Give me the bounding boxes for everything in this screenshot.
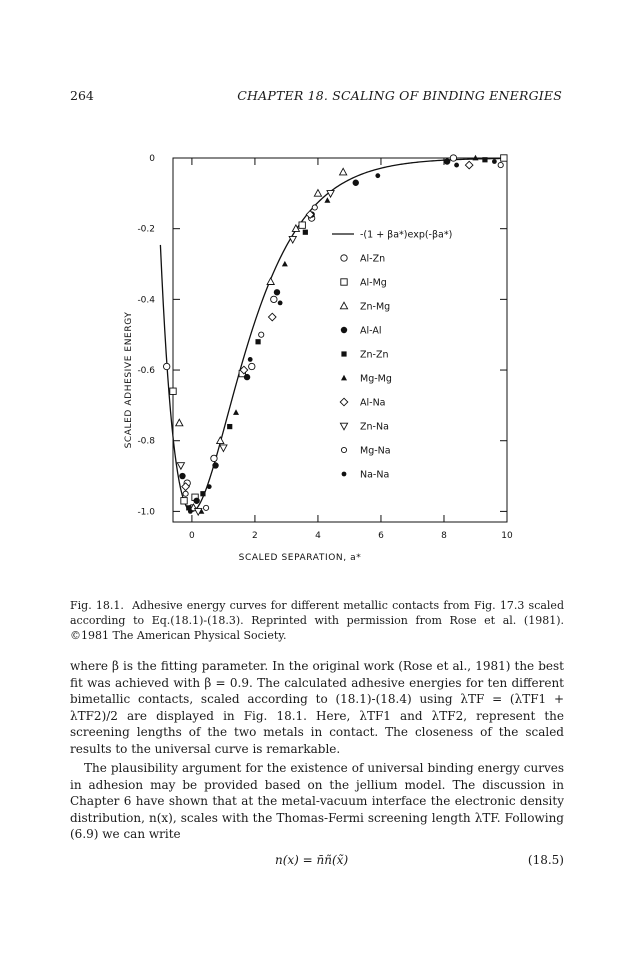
legend-marker-mg-mg <box>341 375 347 381</box>
legend-curve-label: -(1 + βa*)exp(-βa*) <box>360 229 453 241</box>
legend-marker-zn-mg <box>340 302 347 309</box>
data-point-mg-na <box>183 491 188 496</box>
figure-label: Fig. 18.1. <box>70 599 124 612</box>
legend-label-zn-mg: Zn-Mg <box>360 301 391 313</box>
data-point-mg-mg <box>324 197 330 203</box>
legend-label-na-na: Na-Na <box>360 469 390 481</box>
x-tick-label: 0 <box>189 531 195 541</box>
x-tick-label: 8 <box>441 531 447 541</box>
legend-marker-na-na <box>342 472 347 477</box>
data-point-al-al <box>244 374 250 380</box>
data-point-na-na <box>492 159 497 164</box>
data-point-al-zn <box>450 155 456 161</box>
plot-frame <box>173 158 507 522</box>
data-point-na-na <box>375 173 380 178</box>
y-tick-label: -0.4 <box>137 295 155 306</box>
body-paragraph-2: The plausibility argument for the existence of universal binding energy curves in adhesion may be provided based on the jellium model. The discussion in Chapter 6 have shown that at the metal-vacuum interface the electronic density distribution, n(x), scales with the Thomas-Fermi screening length λTF. Following (6.9) we can write <box>70 761 564 841</box>
y-tick-label: -0.6 <box>137 366 155 377</box>
legend-label-al-al: Al-Al <box>360 325 382 337</box>
data-point-al-mg <box>170 388 176 394</box>
data-point-zn-mg <box>176 419 183 426</box>
data-point-na-na <box>207 484 212 489</box>
data-point-al-al <box>212 462 218 468</box>
data-point-zn-zn <box>200 491 205 496</box>
y-tick-label: -1.0 <box>137 507 155 518</box>
x-axis-title: SCALED SEPARATION, a* <box>238 553 362 563</box>
data-point-zn-mg <box>314 190 321 197</box>
data-point-na-na <box>248 357 253 362</box>
legend-marker-al-na <box>340 398 348 406</box>
data-point-mg-na <box>498 162 503 167</box>
x-tick-label: 4 <box>315 531 321 541</box>
x-tick-label: 10 <box>501 531 513 541</box>
data-point-zn-zn <box>255 339 260 344</box>
data-point-na-na <box>278 300 283 305</box>
data-point-al-zn <box>271 296 277 302</box>
data-point-na-na <box>188 509 193 514</box>
data-point-al-zn <box>249 363 255 369</box>
running-head: CHAPTER 18. SCALING OF BINDING ENERGIES <box>237 88 562 103</box>
figure-18-1 <box>100 150 540 590</box>
data-point-mg-na <box>203 505 208 510</box>
legend-marker-mg-na <box>341 447 346 452</box>
y-tick-label: -0.8 <box>137 436 155 447</box>
data-point-mg-na <box>312 205 317 210</box>
data-point-al-zn <box>211 455 217 461</box>
equation-body: n(x) = n̄ñ(x̃) <box>275 853 349 867</box>
page-number: 264 <box>70 88 94 103</box>
data-point-al-al <box>444 158 450 164</box>
x-tick-label: 2 <box>252 531 258 541</box>
legend-label-al-mg: Al-Mg <box>360 277 387 289</box>
equation-number: (18.5) <box>527 853 564 867</box>
legend-label-zn-na: Zn-Na <box>360 421 389 433</box>
data-point-zn-zn <box>227 424 232 429</box>
legend-marker-al-al <box>341 327 347 333</box>
data-point-zn-mg <box>340 168 347 175</box>
data-point-mg-mg <box>282 261 288 267</box>
binding-energy-chart <box>100 150 540 590</box>
data-point-al-mg <box>501 155 507 161</box>
legend-label-mg-mg: Mg-Mg <box>360 373 392 385</box>
data-point-na-na <box>454 163 459 168</box>
legend-marker-al-zn <box>341 255 347 261</box>
legend-label-zn-zn: Zn-Zn <box>360 349 389 361</box>
data-point-zn-mg <box>217 437 224 444</box>
equation-18-5 <box>70 853 564 871</box>
data-point-zn-zn <box>482 157 487 162</box>
legend-label-al-zn: Al-Zn <box>360 253 386 265</box>
page-header <box>70 88 562 104</box>
legend-marker-zn-na <box>340 423 347 430</box>
x-tick-label: 6 <box>378 531 384 541</box>
data-point-zn-zn <box>303 230 308 235</box>
data-point-al-mg <box>181 498 187 504</box>
data-point-mg-na <box>259 332 264 337</box>
legend-marker-zn-zn <box>341 351 346 356</box>
caption-text: Adhesive energy curves for different metallic contacts from Fig. 17.3 scaled according to Eq.(18.1)-(18.3). Reprinted with permission from Rose et al. (1981). ©1981 The American Physical Society. <box>70 599 564 642</box>
data-point-al-mg <box>299 222 305 228</box>
y-tick-label: -0.2 <box>137 224 155 235</box>
data-point-al-zn <box>163 363 169 369</box>
data-point-al-na <box>465 161 473 169</box>
y-axis-title: SCALED ADHESIVE ENERGY <box>124 311 134 449</box>
legend-label-al-na: Al-Na <box>360 397 386 409</box>
legend-label-mg-na: Mg-Na <box>360 445 391 457</box>
data-point-al-al <box>274 289 280 295</box>
data-point-al-al <box>179 473 185 479</box>
body-paragraph-1: where β is the fitting parameter. In the original work (Rose et al., 1981) the best fit was achieved with β = 0.9. The calculated adhesive energies for ten different bimetallic contacts, scaled according to (18.1)-(18.4) using λTF = (λTF1 + λTF2)/2 are displayed in Fig. 18.1. Here, λTF1 and λTF2, represent the screening lengths of the two metals in contact. The closeness of the scaled results to the universal curve is remarkable. <box>70 659 564 756</box>
data-point-al-al <box>193 498 199 504</box>
data-point-zn-mg <box>267 278 274 285</box>
data-point-al-na <box>268 313 276 321</box>
legend-marker-al-mg <box>341 279 347 285</box>
data-point-zn-na <box>177 463 184 470</box>
y-tick-label: 0 <box>149 154 155 164</box>
figure-caption <box>70 598 564 643</box>
data-point-zn-na <box>220 445 227 452</box>
data-point-mg-mg <box>233 409 239 415</box>
data-point-al-al <box>353 180 359 186</box>
